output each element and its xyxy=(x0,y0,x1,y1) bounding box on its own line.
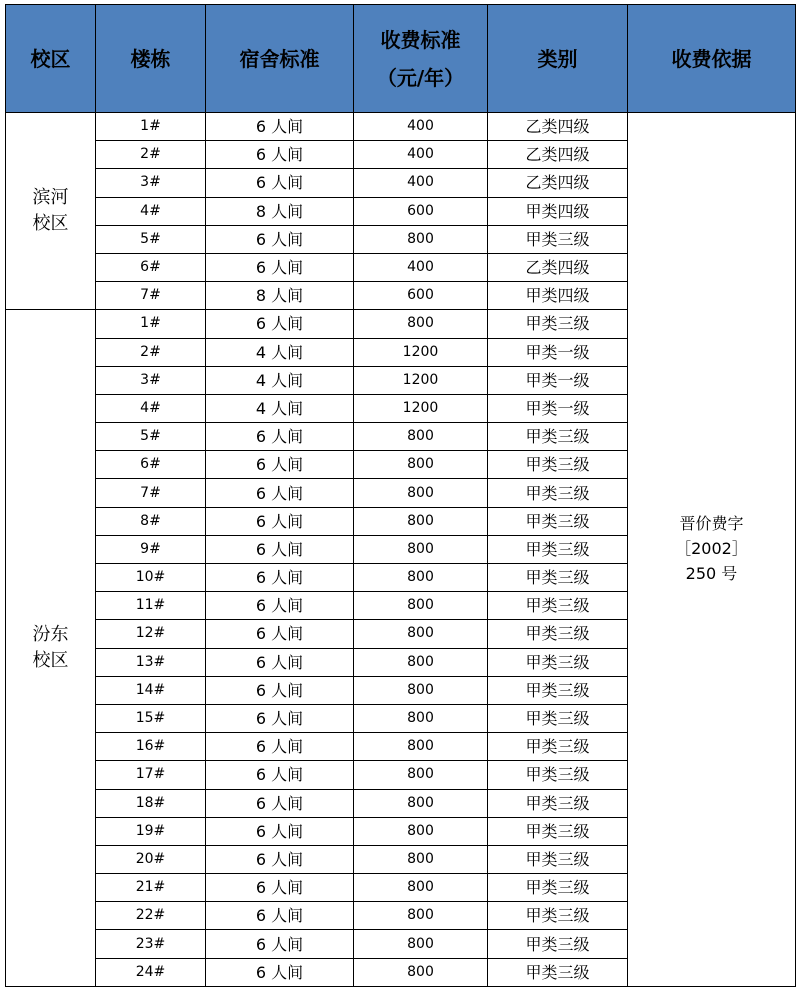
fee-cell: 800 xyxy=(354,507,488,535)
fee-basis-text: 晋价费字 xyxy=(679,514,744,534)
fee-cell: 800 xyxy=(354,620,488,648)
dorm-standard-cell: 6 人间 xyxy=(206,620,354,648)
category-cell: 甲类三级 xyxy=(488,789,628,817)
category-cell: 甲类三级 xyxy=(488,225,628,253)
building-cell: 5# xyxy=(96,225,206,253)
building-cell: 6# xyxy=(96,253,206,281)
fee-cell: 800 xyxy=(354,733,488,761)
dorm-standard-cell: 6 人间 xyxy=(206,310,354,338)
category-cell: 乙类四级 xyxy=(488,141,628,169)
building-cell: 23# xyxy=(96,930,206,958)
fee-cell: 800 xyxy=(354,930,488,958)
category-cell: 甲类三级 xyxy=(488,817,628,845)
building-cell: 17# xyxy=(96,761,206,789)
dorm-standard-cell: 6 人间 xyxy=(206,733,354,761)
dorm-standard-cell: 6 人间 xyxy=(206,874,354,902)
dorm-standard-cell: 6 人间 xyxy=(206,902,354,930)
dorm-standard-cell: 8 人间 xyxy=(206,282,354,310)
category-cell: 甲类三级 xyxy=(488,958,628,986)
building-cell: 8# xyxy=(96,507,206,535)
building-cell: 2# xyxy=(96,338,206,366)
category-cell: 甲类三级 xyxy=(488,874,628,902)
fee-cell: 800 xyxy=(354,648,488,676)
building-cell: 13# xyxy=(96,648,206,676)
building-cell: 21# xyxy=(96,874,206,902)
fee-cell: 600 xyxy=(354,197,488,225)
category-cell: 乙类四级 xyxy=(488,169,628,197)
category-cell: 甲类三级 xyxy=(488,704,628,732)
category-cell: 甲类一级 xyxy=(488,366,628,394)
fee-cell: 800 xyxy=(354,592,488,620)
category-cell: 甲类四级 xyxy=(488,197,628,225)
building-cell: 7# xyxy=(96,282,206,310)
category-cell: 乙类四级 xyxy=(488,253,628,281)
dorm-standard-cell: 6 人间 xyxy=(206,958,354,986)
building-cell: 1# xyxy=(96,310,206,338)
category-cell: 甲类三级 xyxy=(488,479,628,507)
fee-cell: 1200 xyxy=(354,366,488,394)
category-cell: 甲类三级 xyxy=(488,423,628,451)
category-cell: 甲类三级 xyxy=(488,930,628,958)
dorm-standard-cell: 6 人间 xyxy=(206,253,354,281)
fee-basis-text: 250 号 xyxy=(685,563,738,583)
fee-basis-text: ［2002］ xyxy=(675,539,748,559)
fee-cell: 800 xyxy=(354,845,488,873)
dorm-standard-cell: 6 人间 xyxy=(206,704,354,732)
header-fee-standard-line1: 收费标准 xyxy=(380,27,461,52)
building-cell: 11# xyxy=(96,592,206,620)
dorm-standard-cell: 6 人间 xyxy=(206,789,354,817)
fee-cell: 400 xyxy=(354,169,488,197)
category-cell: 甲类三级 xyxy=(488,310,628,338)
fee-basis-cell xyxy=(628,113,796,987)
dorm-standard-cell: 6 人间 xyxy=(206,817,354,845)
table-body xyxy=(6,113,796,987)
header-dorm-standard: 宿舍标准 xyxy=(206,5,354,113)
dorm-standard-cell: 6 人间 xyxy=(206,507,354,535)
campus-cell xyxy=(6,113,96,310)
building-cell: 24# xyxy=(96,958,206,986)
dorm-standard-cell: 6 人间 xyxy=(206,592,354,620)
fee-cell: 1200 xyxy=(354,394,488,422)
dorm-standard-cell: 6 人间 xyxy=(206,479,354,507)
building-cell: 22# xyxy=(96,902,206,930)
category-cell: 甲类三级 xyxy=(488,845,628,873)
dorm-standard-cell: 6 人间 xyxy=(206,141,354,169)
fee-cell: 800 xyxy=(354,225,488,253)
dorm-standard-cell: 4 人间 xyxy=(206,338,354,366)
campus-cell xyxy=(6,310,96,987)
dorm-standard-cell: 4 人间 xyxy=(206,394,354,422)
fee-cell: 800 xyxy=(354,479,488,507)
building-cell: 1# xyxy=(96,113,206,141)
category-cell: 甲类三级 xyxy=(488,592,628,620)
fee-cell: 800 xyxy=(354,958,488,986)
category-cell: 甲类三级 xyxy=(488,676,628,704)
dorm-standard-cell: 8 人间 xyxy=(206,197,354,225)
dorm-standard-cell: 6 人间 xyxy=(206,113,354,141)
fee-cell: 400 xyxy=(354,253,488,281)
dorm-standard-cell: 6 人间 xyxy=(206,930,354,958)
fee-cell: 800 xyxy=(354,310,488,338)
building-cell: 19# xyxy=(96,817,206,845)
building-cell: 12# xyxy=(96,620,206,648)
fee-cell: 800 xyxy=(354,423,488,451)
fee-cell: 800 xyxy=(354,761,488,789)
category-cell: 甲类三级 xyxy=(488,648,628,676)
table-header xyxy=(6,5,796,113)
building-cell: 4# xyxy=(96,197,206,225)
building-cell: 15# xyxy=(96,704,206,732)
fee-cell: 800 xyxy=(354,676,488,704)
campus-name: 校区 xyxy=(32,213,69,235)
dorm-standard-cell: 4 人间 xyxy=(206,366,354,394)
header-building: 楼栋 xyxy=(96,5,206,113)
fee-cell: 400 xyxy=(354,141,488,169)
building-cell: 4# xyxy=(96,394,206,422)
header-category: 类别 xyxy=(488,5,628,113)
header-row xyxy=(6,5,796,113)
dorm-standard-cell: 6 人间 xyxy=(206,761,354,789)
category-cell: 甲类一级 xyxy=(488,394,628,422)
fee-cell: 600 xyxy=(354,282,488,310)
category-cell: 甲类三级 xyxy=(488,451,628,479)
campus-name: 校区 xyxy=(32,650,69,672)
dorm-standard-cell: 6 人间 xyxy=(206,169,354,197)
fee-cell: 800 xyxy=(354,817,488,845)
building-cell: 2# xyxy=(96,141,206,169)
campus-name: 滨河 xyxy=(32,187,69,209)
header-fee-standard xyxy=(354,5,488,113)
dorm-standard-cell: 6 人间 xyxy=(206,676,354,704)
dorm-standard-cell: 6 人间 xyxy=(206,845,354,873)
building-cell: 3# xyxy=(96,169,206,197)
category-cell: 甲类三级 xyxy=(488,761,628,789)
category-cell: 甲类四级 xyxy=(488,282,628,310)
table-row xyxy=(6,113,796,141)
category-cell: 甲类三级 xyxy=(488,564,628,592)
dorm-standard-cell: 6 人间 xyxy=(206,564,354,592)
building-cell: 16# xyxy=(96,733,206,761)
dorm-standard-cell: 6 人间 xyxy=(206,535,354,563)
building-cell: 9# xyxy=(96,535,206,563)
fee-cell: 800 xyxy=(354,535,488,563)
category-cell: 甲类三级 xyxy=(488,733,628,761)
fee-cell: 800 xyxy=(354,564,488,592)
building-cell: 7# xyxy=(96,479,206,507)
header-campus: 校区 xyxy=(6,5,96,113)
category-cell: 乙类四级 xyxy=(488,113,628,141)
fee-cell: 800 xyxy=(354,451,488,479)
fee-cell: 800 xyxy=(354,874,488,902)
dorm-standard-cell: 6 人间 xyxy=(206,648,354,676)
building-cell: 3# xyxy=(96,366,206,394)
category-cell: 甲类三级 xyxy=(488,902,628,930)
category-cell: 甲类三级 xyxy=(488,507,628,535)
category-cell: 甲类一级 xyxy=(488,338,628,366)
building-cell: 18# xyxy=(96,789,206,817)
building-cell: 14# xyxy=(96,676,206,704)
dorm-fee-table xyxy=(5,4,796,987)
fee-cell: 400 xyxy=(354,113,488,141)
fee-cell: 800 xyxy=(354,902,488,930)
category-cell: 甲类三级 xyxy=(488,535,628,563)
building-cell: 5# xyxy=(96,423,206,451)
fee-cell: 800 xyxy=(354,704,488,732)
fee-cell: 800 xyxy=(354,789,488,817)
building-cell: 6# xyxy=(96,451,206,479)
building-cell: 20# xyxy=(96,845,206,873)
header-fee-standard-unit: （元/年） xyxy=(376,65,465,90)
dorm-standard-cell: 6 人间 xyxy=(206,225,354,253)
header-fee-basis: 收费依据 xyxy=(628,5,796,113)
dorm-standard-cell: 6 人间 xyxy=(206,451,354,479)
building-cell: 10# xyxy=(96,564,206,592)
category-cell: 甲类三级 xyxy=(488,620,628,648)
campus-name: 汾东 xyxy=(32,624,69,646)
fee-cell: 1200 xyxy=(354,338,488,366)
dorm-standard-cell: 6 人间 xyxy=(206,423,354,451)
